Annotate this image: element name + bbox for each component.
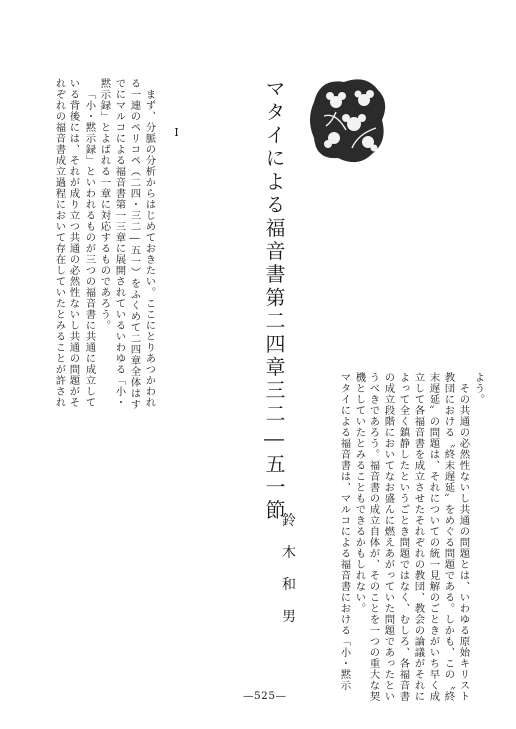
body-column: 末遅延〟の問題は、それについての統一見解のごときがいち早く成 [427,372,440,702]
author-char: 木 [282,545,296,561]
body-column: よう。 [472,372,485,405]
body-column: 教団における〝終末遅延〟をめぐる問題である。しかも、この〝終 [442,372,455,702]
body-column: まず、分脈の分析からはじめておきたい。ここにとりあつかわれ [143,89,156,408]
body-column: その共通の必然性ないし共通の問題とは、いわゆる原始キリスト [457,383,470,702]
author-char: 和 [282,577,296,593]
body-column: る一連のペリコペ（二四・三二―五一）をふくめて二四章全体はす [128,78,141,410]
author-name [282,510,298,625]
article-title: マタイによる福音書第二四章三二―五一節 [262,78,286,523]
body-column: 立して各福音書を成立させたそれぞれの教団、教会の論議がそれに [412,372,425,702]
body-column: でにマルコによる福音書第一三章に展開されているいわゆる「小・ [113,78,126,408]
page-number: —525— [243,690,287,702]
floral-ornament-icon [306,72,390,168]
body-column: 「小・黙示録」といわれるものが三つの福音書に共通に成立して [83,89,96,408]
body-column: よって全く鎮静したというごとき問題ではなく、むしろ、各福音書 [397,372,410,702]
author-char: 鈴 [282,513,296,529]
body-column: うべきであろう。福音書の成立自体が、そのことを一つの重大な契 [367,372,380,702]
body-column: 機としていたとみることもできるかもしれない。 [353,372,366,614]
body-column: の成立段階においてなお盛んに燃えあがっていた問題であったとい [382,372,395,702]
body-column: いる背後には、それが成り立つ共通の必然性ないし共通の問題がそ [67,78,80,408]
body-column: れぞれの福音書成立過程において存在していたとみることが許され [53,78,66,408]
section-number: I [170,126,183,139]
body-column: 黙示録」とよばれる一章に対応するものであろう。 [98,78,111,331]
body-column: マタイによる福音書は、マルコによる福音書における「小・黙示 [338,372,351,691]
author-char: 男 [282,609,296,625]
